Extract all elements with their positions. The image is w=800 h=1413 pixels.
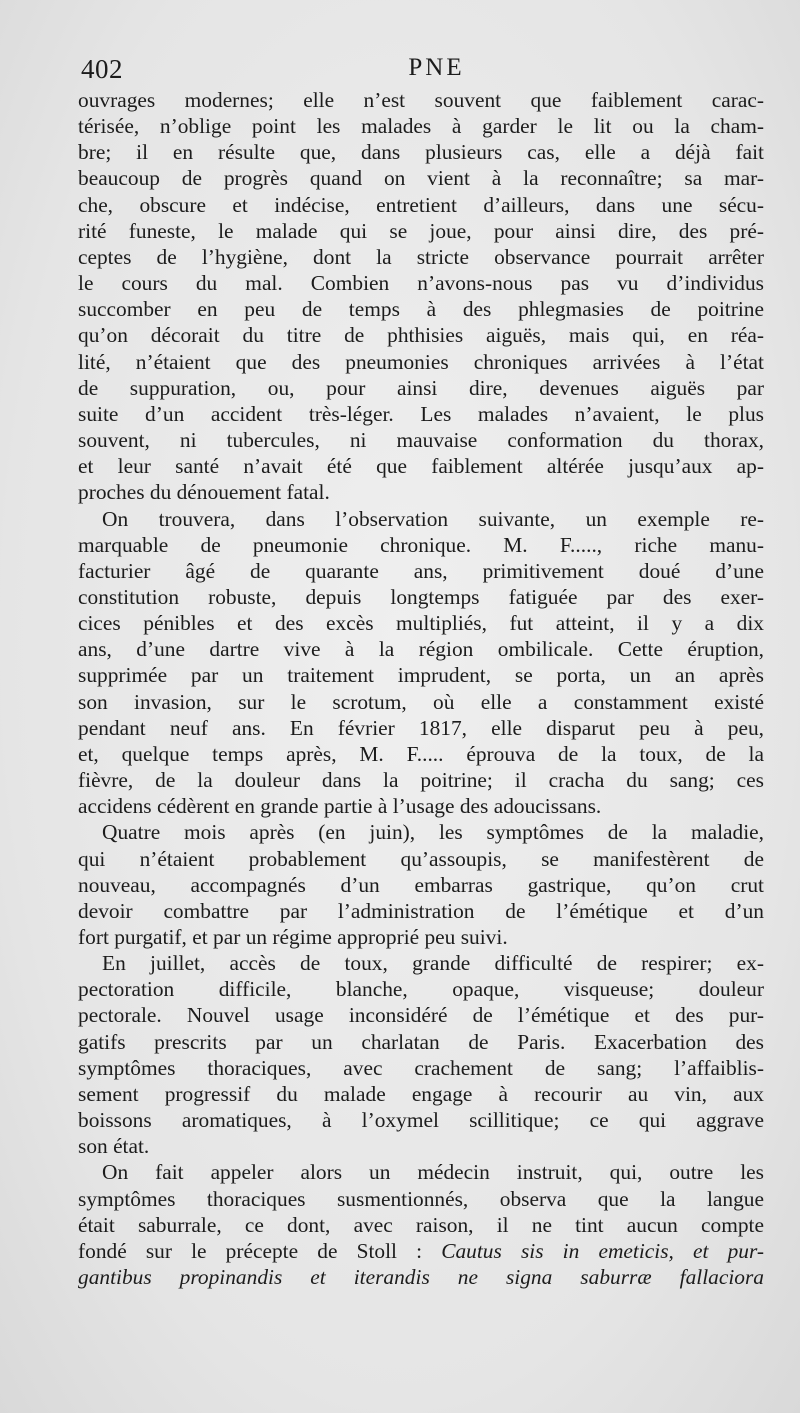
running-head: PNE [408,54,465,81]
text-line: constitution robuste, depuis longtemps fatiguée par des exer- [78,584,764,609]
text-line: gatifs prescrits par un charlatan de Paris. Exacerbation des [78,1029,764,1054]
text-line: pendant neuf ans. En février 1817, elle disparut peu à peu, [78,715,764,740]
text-line: accidens cédèrent en grande partie à l’usage des adoucissans. [78,794,602,819]
text-line: de suppuration, ou, pour ainsi dire, devenues aiguës par [78,375,764,400]
text-line: On fait appeler alors un médecin instruit, qui, outre les [102,1160,764,1185]
text-line: Quatre mois après (en juin), les symptômes de la maladie, [102,820,764,845]
text-line: che, obscure et indécise, entretient d’ailleurs, dans une sécu- [78,192,764,217]
text-line: souvent, ni tubercules, ni mauvaise conformation du thorax, [78,428,764,453]
text-line: ceptes de l’hygiène, dont la stricte observance pourrait arrêter [78,244,764,269]
text-line: devoir combattre par l’administration de l’émétique et d’un [78,898,764,923]
text-line: le cours du mal. Combien n’avons-nous pas vu d’individus [78,271,764,296]
text-line: son état. [78,1134,150,1159]
closing-line-2-italic: gantibus propinandis et iterandis ne signa saburræ fallaciora [78,1265,764,1290]
text-line: On trouvera, dans l’observation suivante, un exemple re- [102,506,764,531]
text-line: pectorale. Nouvel usage inconsidéré de l’émétique et des pur- [78,1003,764,1028]
closing-line-2 [78,1264,764,1290]
text-line: proches du dénouement fatal. [78,480,330,505]
body-text [78,87,764,1290]
closing-line-1 [78,1238,764,1264]
page-header [81,54,764,90]
text-line: boissons aromatiques, à l’oxymel scillitique; ce qui aggrave [78,1108,764,1133]
text-line: beaucoup de progrès quand on vient à la reconnaître; sa mar- [78,166,764,191]
text-line: pectoration difficile, blanche, opaque, visqueuse; douleur [78,977,764,1002]
text-line: son invasion, sur le scrotum, où elle a constamment existé [78,689,764,714]
text-line: qui n’étaient probablement qu’assoupis, se manifestèrent de [78,846,764,871]
text-line: facturier âgé de quarante ans, primitivement doué d’une [78,558,764,583]
text-line: était saburrale, ce dont, avec raison, il ne tint aucun compte [78,1212,764,1237]
text-line: et, quelque temps après, M. F..... éprouva de la toux, de la [78,741,764,766]
text-line: rité funeste, le malade qui se joue, pour ainsi dire, des pré- [78,218,764,243]
text-line: suite d’un accident très-léger. Les malades n’avaient, le plus [78,401,764,426]
text-line: ans, d’une dartre vive à la région ombilicale. Cette éruption, [78,637,764,662]
text-line: nouveau, accompagnés d’un embarras gastrique, qu’on crut [78,872,764,897]
text-line: fort purgatif, et par un régime approprié peu suivi. [78,925,508,949]
text-line: fièvre, de la douleur dans la poitrine; il cracha du sang; ces [78,768,764,793]
text-line: qu’on décorait du titre de phthisies aiguës, mais qui, en réa- [78,323,764,348]
text-line: et leur santé n’avait été que faiblement altérée jusqu’aux ap- [78,454,764,479]
page-number: 402 [81,54,123,84]
text-line: marquable de pneumonie chronique. M. F....., riche manu- [78,532,764,557]
text-line: ouvrages modernes; elle n’est souvent que faiblement carac- [78,88,764,112]
text-line: symptômes thoraciques susmentionnés, observa que la langue [78,1186,764,1211]
text-line: succomber en peu de temps à des phlegmasies de poitrine [78,297,764,322]
text-line: symptômes thoraciques, avec crachement de sang; l’affaiblis- [78,1055,764,1080]
closing-line-1-roman: fondé sur le précepte de Stoll : [78,1238,442,1263]
text-line: cices pénibles et des excès multipliés, fut atteint, il y a dix [78,611,764,636]
text-line: térisée, n’oblige point les malades à garder le lit ou la cham- [78,114,764,139]
text-line: bre; il en résulte que, dans plusieurs cas, elle a déjà fait [78,140,764,165]
text-line: supprimée par un traitement imprudent, se porta, un an après [78,663,764,688]
text-line: lité, n’étaient que des pneumonies chroniques arrivées à l’état [78,349,764,374]
closing-line-1-italic: Cautus sis in emeticis, et pur- [441,1238,764,1263]
text-line: sement progressif du malade engage à recourir au vin, aux [78,1081,764,1106]
text-line: En juillet, accès de toux, grande difficulté de respirer; ex- [102,951,764,976]
